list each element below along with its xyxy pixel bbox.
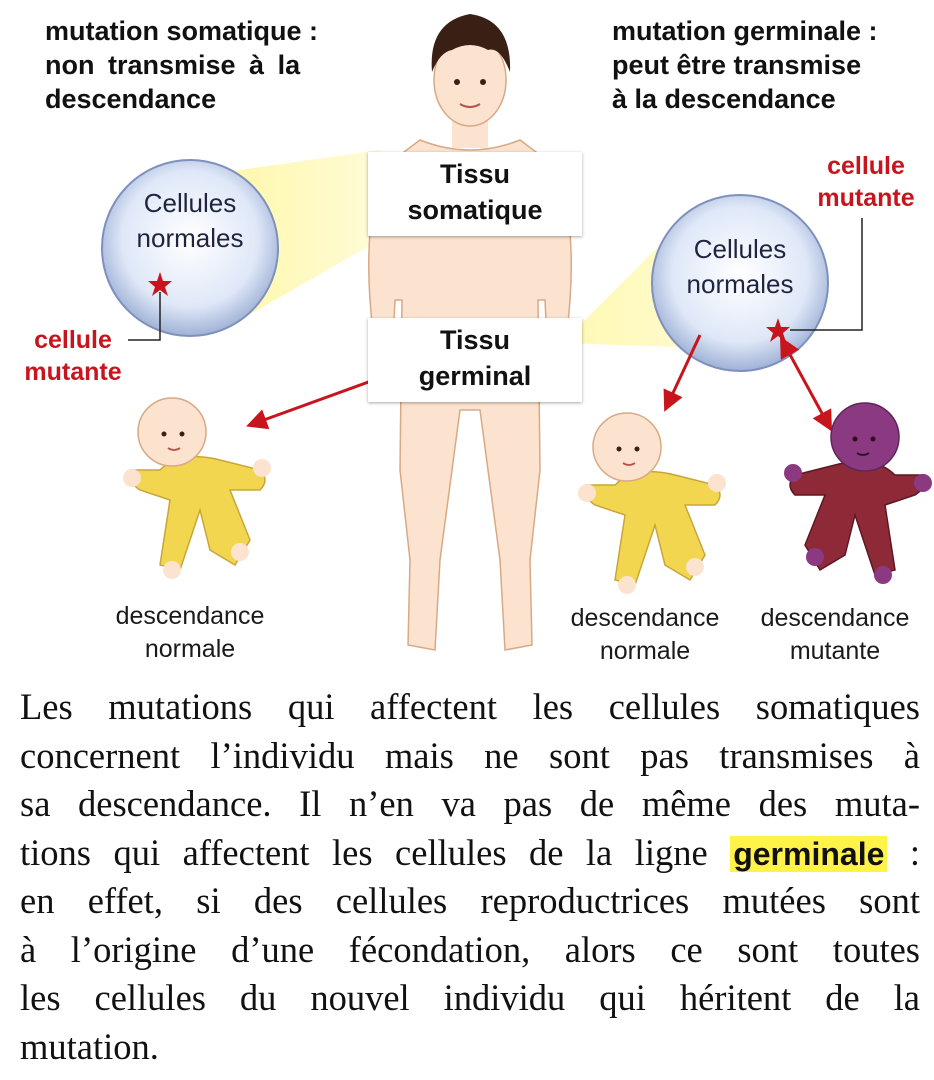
caption-line: mutante	[789, 637, 881, 665]
highlighted-term: germinale	[730, 836, 887, 872]
circle-line: normales	[686, 269, 794, 299]
paragraph-line: à l’origine d’une fécondation, alors ce sont toutes	[20, 928, 920, 970]
box-line: Tissu	[439, 159, 511, 189]
mutant-line: mutante	[817, 184, 915, 212]
caption-line: normale	[599, 637, 691, 665]
heading-right-line: mutation germinale :	[612, 16, 878, 46]
caption-line: descendance	[115, 602, 265, 630]
mutant-line: mutante	[24, 358, 122, 386]
paragraph-line: les cellules du nouvel individu qui héritent de la	[20, 977, 920, 1018]
highlight-suffix: :	[887, 831, 920, 873]
somatic-tissue-label	[368, 152, 582, 236]
paragraph-line: concernent l’individu mais ne sont pas transmises à	[20, 734, 920, 776]
baby-mutant	[784, 403, 932, 584]
baby-normal-left	[123, 398, 271, 579]
right-circle-label	[670, 232, 810, 302]
heading-somatic-mutation	[45, 14, 318, 116]
arrow-to-left-baby	[250, 376, 385, 425]
heading-left-line: descendance	[45, 84, 217, 114]
right-mutant-cell-label	[806, 150, 926, 214]
explanation-paragraph	[20, 683, 920, 1071]
paragraph-line-with-highlight	[20, 829, 920, 878]
circle-line: Cellules	[143, 188, 237, 218]
box-line: somatique	[407, 195, 543, 225]
box-line: Tissu	[439, 325, 511, 355]
caption-mutant	[742, 602, 928, 668]
paragraph-line: mutation.	[20, 1025, 159, 1067]
left-circle-label	[120, 186, 260, 256]
box-line: germinal	[418, 361, 532, 391]
arrow-to-mutant-baby	[782, 340, 830, 428]
circle-line: normales	[136, 223, 244, 253]
heading-left-line: non transmise à la	[45, 50, 301, 80]
caption-normal-right	[552, 602, 738, 668]
paragraph-line: Les mutations qui affectent les cellules somatiques	[20, 686, 920, 727]
circle-line: Cellules	[693, 234, 787, 264]
paragraph-text: tions qui affectent les cellules de la ligne	[20, 831, 708, 873]
mutant-line: cellule	[827, 152, 905, 180]
left-mutant-cell-label	[18, 324, 128, 388]
heading-left-line: mutation somatique :	[45, 16, 319, 46]
baby-normal-right	[578, 413, 726, 594]
caption-line: normale	[144, 635, 236, 663]
mutant-line: cellule	[34, 326, 112, 354]
heading-right-line: à la descendance	[612, 84, 836, 114]
heading-germinal-mutation	[612, 14, 878, 116]
paragraph-line: en effet, si des cellules reproductrices mutées sont	[20, 880, 920, 921]
caption-normal-left	[90, 600, 290, 666]
heading-right-line: peut être transmise	[612, 50, 862, 80]
paragraph-line: sa descendance. Il n’en va pas de même des muta-	[20, 783, 920, 824]
caption-line: descendance	[570, 604, 720, 632]
caption-line: descendance	[760, 604, 910, 632]
germinal-tissue-label	[368, 318, 582, 402]
